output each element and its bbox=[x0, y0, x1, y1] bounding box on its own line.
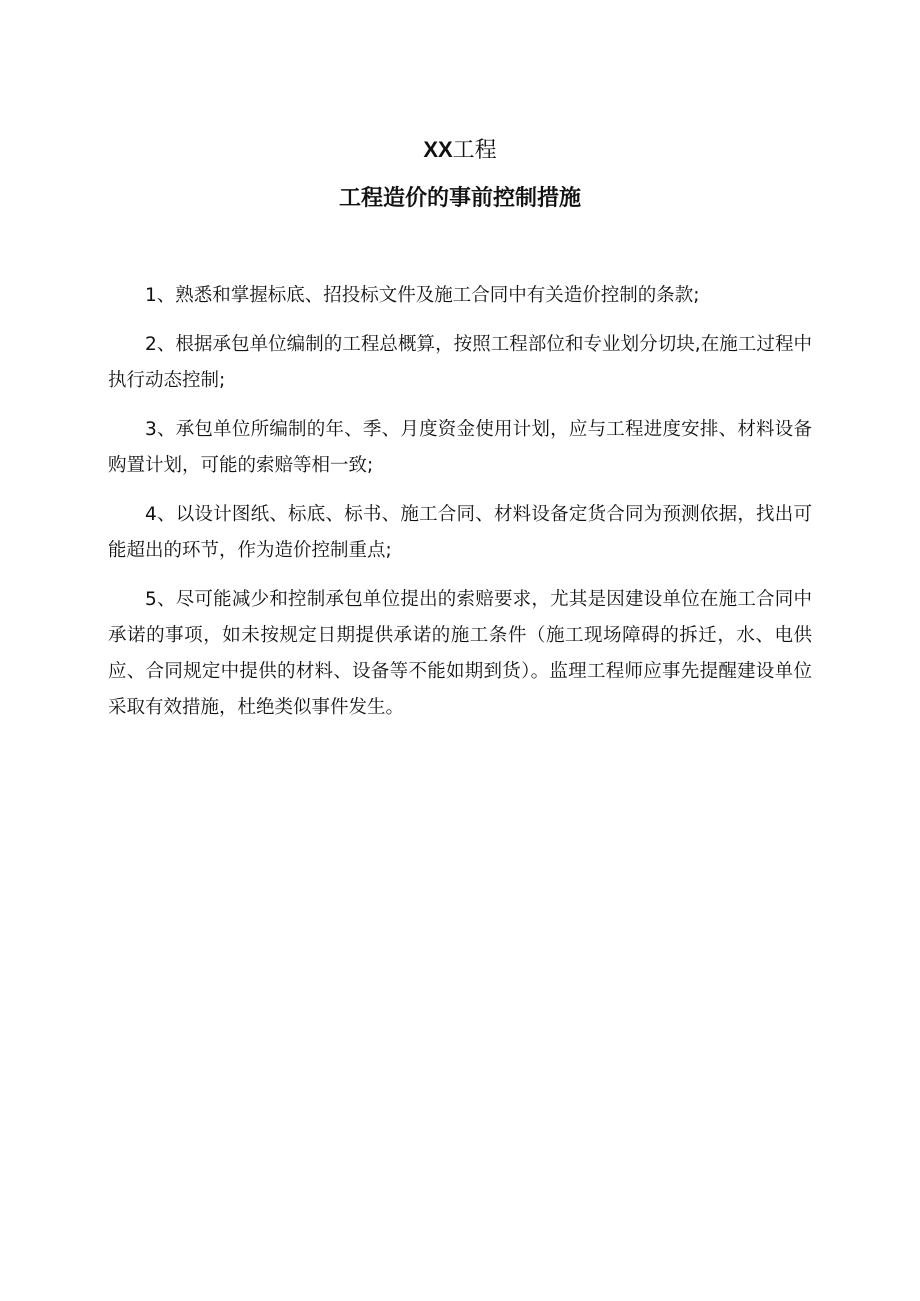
title-project-code: XX bbox=[423, 137, 453, 162]
paragraph-2: 2、根据承包单位编制的工程总概算，按照工程部位和专业划分切块,在施工过程中执行动态控制; bbox=[108, 334, 812, 391]
paragraph-1: 1、熟悉和掌握标底、招投标文件及施工合同中有关造价控制的条款; bbox=[145, 285, 700, 306]
paragraph-3: 3、承包单位所编制的年、季、月度资金使用计划，应与工程进度安排、材料设备购置计划，可能的索赔等相一致; bbox=[108, 419, 812, 476]
paragraph-4: 4、以设计图纸、标底、标书、施工合同、材料设备定货合同为预测依据，找出可能超出的环节，作为造价控制重点; bbox=[108, 504, 812, 561]
document-title bbox=[0, 133, 920, 168]
title-project-word: 工程 bbox=[452, 138, 497, 163]
document-body bbox=[108, 278, 812, 739]
document-subtitle: 工程造价的事前控制措施 bbox=[338, 186, 581, 211]
paragraph-5: 5、尽可能减少和控制承包单位提出的索赔要求，尤其是因建设单位在施工合同中承诺的事项，如未按规定日期提供承诺的施工条件（施工现场障碍的拆迁，水、电供应、合同规定中提供的材料、设备等不能如期到货）。监理工程师应事先提醒建设单位采取有效措施，杜绝类似事件发生。 bbox=[108, 589, 812, 718]
